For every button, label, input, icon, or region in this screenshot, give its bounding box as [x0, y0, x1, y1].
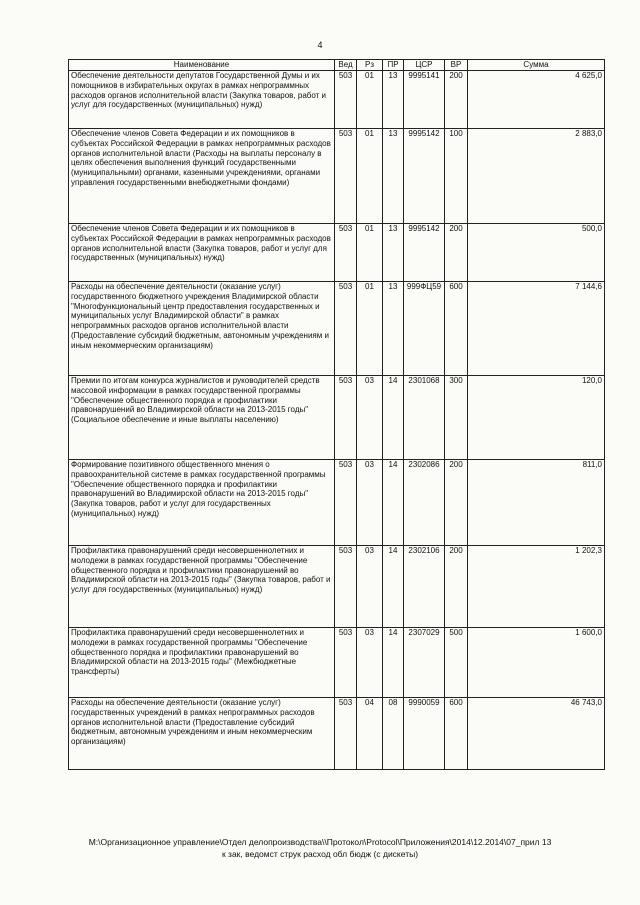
cell-vr: 100	[445, 129, 468, 224]
cell-pr: 13	[383, 71, 404, 129]
cell-vr: 200	[445, 460, 468, 546]
cell-name: Расходы на обеспечение деятельности (оказание услуг) государственного бюджетного учреждения Владимирской области "Многофункциональный центр предоставления государственных и муниципальных услуг Владимирской области" в рамках непрограммных расходов органов исполнительной власти (Предоставление субсидий бюджетным, автономным учреждениям и иным некоммерческим организациям)	[69, 282, 335, 376]
table-row	[69, 698, 605, 770]
cell-ved: 503	[335, 129, 357, 224]
cell-sum: 500,0	[468, 224, 605, 282]
cell-csr: 2302086	[404, 460, 445, 546]
cell-vr: 600	[445, 698, 468, 770]
cell-rz: 01	[357, 71, 383, 129]
table-row	[69, 224, 605, 282]
table-row	[69, 71, 605, 129]
cell-pr: 14	[383, 376, 404, 460]
cell-rz: 01	[357, 282, 383, 376]
cell-sum: 7 144,6	[468, 282, 605, 376]
cell-name: Расходы на обеспечение деятельности (оказание услуг) государственных учреждений в рамках непрограммных расходов органов исполнительной власти (Предоставление субсидий бюджетным, автономным учреждениям и иным некоммерческим организациям)	[69, 698, 335, 770]
cell-vr: 200	[445, 546, 468, 628]
cell-rz: 04	[357, 698, 383, 770]
cell-rz: 03	[357, 460, 383, 546]
cell-csr: 2302106	[404, 546, 445, 628]
cell-csr: 9995142	[404, 129, 445, 224]
cell-csr: 9995141	[404, 71, 445, 129]
cell-name: Формирование позитивного общественного мнения о правоохранительной системе в рамках государственной программы "Обеспечение общественного порядка и профилактики правонарушений во Владимирской области на 2013-2015 годы" (Закупка товаров, работ и услуг для государственных (муниципальных) нужд)	[69, 460, 335, 546]
cell-rz: 03	[357, 546, 383, 628]
cell-csr: 2301068	[404, 376, 445, 460]
cell-rz: 01	[357, 129, 383, 224]
cell-ved: 503	[335, 460, 357, 546]
cell-ved: 503	[335, 628, 357, 698]
table-row	[69, 546, 605, 628]
cell-pr: 14	[383, 460, 404, 546]
cell-sum: 1 600,0	[468, 628, 605, 698]
cell-ved: 503	[335, 224, 357, 282]
cell-sum: 120,0	[468, 376, 605, 460]
cell-rz: 03	[357, 376, 383, 460]
page-number: 4	[317, 40, 323, 50]
header-name: Наименование	[69, 60, 335, 71]
cell-pr: 08	[383, 698, 404, 770]
cell-pr: 14	[383, 628, 404, 698]
cell-vr: 200	[445, 224, 468, 282]
cell-pr: 13	[383, 129, 404, 224]
cell-name: Премии по итогам конкурса журналистов и руководителей средств массовой информации в рамках государственной программы "Обеспечение общественного порядка и профилактики правонарушений во Владимирской области на 2013-2015 годы" (Социальное обеспечение и иные выплаты населению)	[69, 376, 335, 460]
cell-pr: 14	[383, 546, 404, 628]
cell-pr: 13	[383, 224, 404, 282]
cell-sum: 1 202,3	[468, 546, 605, 628]
cell-vr: 200	[445, 71, 468, 129]
cell-name: Обеспечение деятельности депутатов Государственной Думы и их помощников в избирательных округах в рамках непрограммных расходов органов исполнительной власти (Закупка товаров, работ и услуг для государственных (муниципальных) нужд)	[69, 71, 335, 129]
table-row	[69, 129, 605, 224]
cell-sum: 4 625,0	[468, 71, 605, 129]
cell-name: Обеспечение членов Совета Федерации и их помощников в субъектах Российской Федерации в рамках непрограммных расходов органов исполнительной власти (Закупка товаров, работ и услуг для государственных (муниципальных) нужд)	[69, 224, 335, 282]
header-vr: ВР	[445, 60, 468, 71]
cell-pr: 13	[383, 282, 404, 376]
cell-rz: 03	[357, 628, 383, 698]
cell-name: Профилактика правонарушений среди несовершеннолетних и молодежи в рамках государственной программы "Обеспечение общественного порядка и профилактики правонарушений во Владимирской области на 2013-2015 годы" (Межбюджетные трансферты)	[69, 628, 335, 698]
cell-vr: 300	[445, 376, 468, 460]
header-csr: ЦСР	[404, 60, 445, 71]
cell-name: Профилактика правонарушений среди несовершеннолетних и молодежи в рамках государственной программы "Обеспечение общественного порядка и профилактики правонарушений во Владимирской области на 2013-2015 годы" (Закупка товаров, работ и услуг для государственных (муниципальных) нужд)	[69, 546, 335, 628]
cell-ved: 503	[335, 71, 357, 129]
cell-csr: 2307029	[404, 628, 445, 698]
cell-ved: 503	[335, 546, 357, 628]
cell-sum: 46 743,0	[468, 698, 605, 770]
table-row	[69, 376, 605, 460]
cell-ved: 503	[335, 698, 357, 770]
table-row	[69, 628, 605, 698]
cell-rz: 01	[357, 224, 383, 282]
header-rz: Рз	[357, 60, 383, 71]
cell-csr: 9990059	[404, 698, 445, 770]
table-header-row	[69, 60, 605, 71]
footer-line-2: к зак, ведомст струк расход обл бюдж (с дискеты)	[221, 848, 419, 859]
header-ved: Вед	[335, 60, 357, 71]
cell-sum: 811,0	[468, 460, 605, 546]
budget-table	[68, 59, 605, 770]
header-pr: ПР	[383, 60, 404, 71]
cell-ved: 503	[335, 282, 357, 376]
cell-name: Обеспечение членов Совета Федерации и их помощников в субъектах Российской Федерации в рамках непрограммных расходов органов исполнительной власти (Расходы на выплаты персоналу в целях обеспечения выполнения функций государственными (муниципальными) органами, казенными учреждениями, органами управления государственными внебюджетными фондами)	[69, 129, 335, 224]
cell-csr: 9995142	[404, 224, 445, 282]
cell-vr: 500	[445, 628, 468, 698]
footer-line-1: M:\Организационное управление\Отдел делопроизводства\\Протокол\Protocol\Приложения\2014\12.2014\07_прил 13	[88, 837, 552, 847]
cell-ved: 503	[335, 376, 357, 460]
table-row	[69, 460, 605, 546]
cell-sum: 2 883,0	[468, 129, 605, 224]
file-path-footer	[0, 837, 640, 860]
cell-vr: 600	[445, 282, 468, 376]
table-row	[69, 282, 605, 376]
header-sum: Сумма	[468, 60, 605, 71]
cell-csr: 999ФЦ59	[404, 282, 445, 376]
